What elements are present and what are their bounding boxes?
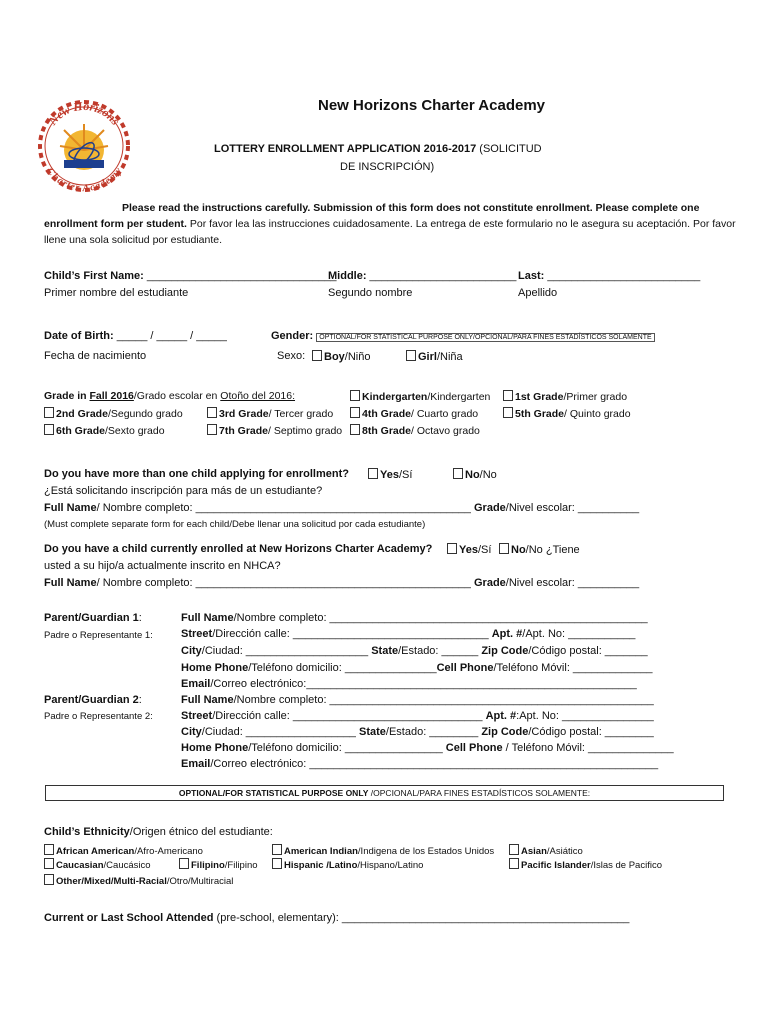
sibling-fullname-field[interactable]: Full Name/ Nombre completo: _____________________________________________ Grade/Nivel escolar: __________ bbox=[44, 502, 640, 514]
american-indian-checkbox[interactable]: American Indian/Indigena de los Estados Unidos bbox=[272, 844, 494, 857]
school-logo bbox=[34, 94, 134, 194]
parent1-phone-field[interactable]: Home Phone/Teléfono domicilio: _______________Cell Phone/Teléfono Móvil: _____________ bbox=[181, 662, 653, 674]
checkbox-icon bbox=[509, 844, 519, 855]
parent2-fullname-field[interactable]: Full Name/Nombre completo: _____________________________________________________ bbox=[181, 694, 654, 706]
last-school-field[interactable]: Current or Last School Attended (pre-school, elementary): _______________________________________________ bbox=[44, 912, 630, 924]
instructions-line-1: Please read the instructions carefully. Submission of this form does not constitute enrollment. Please complete one bbox=[122, 202, 700, 214]
checkbox-icon bbox=[312, 350, 322, 361]
enrolled-no-checkbox[interactable]: No/No ¿Tiene bbox=[499, 543, 580, 556]
african-american-checkbox[interactable]: African American/Afro-Americano bbox=[44, 844, 203, 857]
form-subtitle: LOTTERY ENROLLMENT APPLICATION 2016-2017 (SOLICITUD bbox=[214, 143, 542, 155]
checkbox-icon bbox=[350, 424, 360, 435]
grade-4-checkbox[interactable]: 4th Grade/ Cuarto grado bbox=[350, 407, 478, 420]
checkbox-icon bbox=[447, 543, 457, 554]
last-name-es: Apellido bbox=[518, 287, 558, 299]
girl-checkbox[interactable]: Girl/Niña bbox=[406, 350, 463, 363]
checkbox-icon bbox=[499, 543, 509, 554]
checkbox-icon bbox=[350, 407, 360, 418]
parent2-city-field[interactable]: City/Ciudad: __________________ State/Estado: ________ Zip Code/Código postal: ________ bbox=[181, 726, 654, 738]
grade-6-checkbox[interactable]: 6th Grade/Sexto grado bbox=[44, 424, 165, 437]
grade-5-checkbox[interactable]: 5th Grade/ Quinto grado bbox=[503, 407, 631, 420]
checkbox-icon bbox=[350, 390, 360, 401]
checkbox-icon bbox=[44, 844, 54, 855]
grade-intro: Grade in Fall 2016/Grado escolar en Otoño del 2016: bbox=[44, 390, 296, 402]
checkbox-icon bbox=[207, 424, 217, 435]
siblings-yes-checkbox[interactable]: Yes/Sí bbox=[368, 468, 412, 481]
dob-es: Fecha de nacimiento bbox=[44, 350, 147, 362]
parent1-fullname-field[interactable]: Full Name/Nombre completo: ____________________________________________________ bbox=[181, 612, 648, 624]
first-name-es: Primer nombre del estudiante bbox=[44, 287, 189, 299]
enrolled-question-es: usted a su hijo/a actualmente inscrito en NHCA? bbox=[44, 560, 281, 572]
parent1-label: Parent/Guardian 1: bbox=[44, 612, 142, 624]
checkbox-icon bbox=[368, 468, 378, 479]
checkbox-icon bbox=[406, 350, 416, 361]
enrolled-question: Do you have a child currently enrolled at New Horizons Charter Academy? bbox=[44, 543, 433, 555]
parent2-street-field[interactable]: Street/Dirección calle: _______________________________ Apt. #:Apt. No: _______________ bbox=[181, 710, 654, 722]
instructions-line-3: llene una sola solicitud por estudiante. bbox=[44, 234, 223, 246]
last-name-field[interactable]: Last: _________________________ bbox=[518, 270, 701, 282]
grade-3-checkbox[interactable]: 3rd Grade/ Tercer grado bbox=[207, 407, 333, 420]
gender-optional-note: OPTIONAL/FOR STATISTICAL PURPOSE ONLY/OPCIONAL/PARA FINES ESTADÍSTICOS SOLAMENTE bbox=[316, 333, 654, 342]
parent1-city-field[interactable]: City/Ciudad: ____________________ State/Estado: ______ Zip Code/Código postal: _______ bbox=[181, 645, 648, 657]
filipino-checkbox[interactable]: Filipino/Filipino bbox=[179, 858, 258, 871]
siblings-question: Do you have more than one child applying for enrollment? bbox=[44, 468, 349, 480]
checkbox-icon bbox=[44, 424, 54, 435]
grade-1-checkbox[interactable]: 1st Grade/Primer grado bbox=[503, 390, 627, 403]
gender-label: Gender: OPTIONAL/FOR STATISTICAL PURPOSE ONLY/OPCIONAL/PARA FINES ESTADÍSTICOS SOLAMENTE bbox=[271, 330, 655, 342]
middle-name-es: Segundo nombre bbox=[328, 287, 413, 299]
checkbox-icon bbox=[503, 390, 513, 401]
parent1-label-es: Padre o Representante 1: bbox=[44, 630, 153, 641]
separate-form-note: (Must complete separate form for each child/Debe llenar una solicitud por cada estudiante) bbox=[44, 519, 426, 530]
checkbox-icon bbox=[179, 858, 189, 869]
hispanic-checkbox[interactable]: Hispanic /Latino/Hispano/Latino bbox=[272, 858, 423, 871]
checkbox-icon bbox=[503, 407, 513, 418]
grade-7-checkbox[interactable]: 7th Grade/ Septimo grado bbox=[207, 424, 342, 437]
statistical-banner: OPTIONAL/FOR STATISTICAL PURPOSE ONLY /OPCIONAL/PARA FINES ESTADÍSTICOS SOLAMENTE: bbox=[45, 785, 724, 801]
parent1-street-field[interactable]: Street/Dirección calle: ________________________________ Apt. #/Apt. No: ___________ bbox=[181, 628, 636, 640]
form-subtitle-es: DE INSCRIPCIÓN) bbox=[340, 161, 435, 173]
boy-checkbox[interactable]: Boy/Niño bbox=[312, 350, 370, 363]
checkbox-icon bbox=[44, 858, 54, 869]
dob-field[interactable]: Date of Birth: _____ / _____ / _____ bbox=[44, 330, 227, 342]
pacific-islander-checkbox[interactable]: Pacific Islander/Islas de Pacifico bbox=[509, 858, 662, 871]
siblings-question-es: ¿Está solicitando inscripción para más de un estudiante? bbox=[44, 485, 323, 497]
parent2-label: Parent/Guardian 2: bbox=[44, 694, 142, 706]
parent1-email-field[interactable]: Email/Correo electrónico:______________________________________________________ bbox=[181, 678, 637, 690]
enrolled-fullname-field[interactable]: Full Name/ Nombre completo: _____________________________________________ Grade/Nivel escolar: __________ bbox=[44, 577, 640, 589]
logo-bottom-text: Charter Academy bbox=[43, 165, 125, 194]
enrolled-yes-checkbox[interactable]: Yes/Sí bbox=[447, 543, 491, 556]
kindergarten-checkbox[interactable]: Kindergarten/Kindergarten bbox=[350, 390, 490, 403]
first-name-field[interactable]: Child’s First Name: _______________________________ bbox=[44, 270, 337, 282]
other-checkbox[interactable]: Other/Mixed/Multi-Racial/Otro/Multiracial bbox=[44, 874, 233, 887]
siblings-no-checkbox[interactable]: No/No bbox=[453, 468, 497, 481]
sexo-label: Sexo: bbox=[277, 350, 306, 362]
caucasian-checkbox[interactable]: Caucasian/Caucásico bbox=[44, 858, 151, 871]
checkbox-icon bbox=[509, 858, 519, 869]
checkbox-icon bbox=[453, 468, 463, 479]
checkbox-icon bbox=[272, 844, 282, 855]
parent2-label-es: Padre o Representante 2: bbox=[44, 711, 153, 722]
logo-top-text: New Horizons bbox=[45, 98, 123, 128]
checkbox-icon bbox=[272, 858, 282, 869]
asian-checkbox[interactable]: Asian/Asiático bbox=[509, 844, 583, 857]
checkbox-icon bbox=[44, 407, 54, 418]
page-title: New Horizons Charter Academy bbox=[318, 97, 546, 114]
instructions-line-2: enrollment form per student. Por favor lea las instrucciones cuidadosamente. La entrega de este formulario no le asegura su aceptación. Por favor bbox=[44, 218, 736, 230]
ethnicity-label: Child’s Ethnicity/Origen étnico del estudiante: bbox=[44, 826, 273, 838]
checkbox-icon bbox=[207, 407, 217, 418]
middle-name-field[interactable]: Middle: ________________________ bbox=[328, 270, 517, 282]
parent2-email-field[interactable]: Email/Correo electrónico: _________________________________________________________ bbox=[181, 758, 659, 770]
parent2-phone-field[interactable]: Home Phone/Teléfono domicilio: ________________ Cell Phone / Teléfono Móvil: ______________ bbox=[181, 742, 674, 754]
grade-8-checkbox[interactable]: 8th Grade/ Octavo grado bbox=[350, 424, 480, 437]
checkbox-icon bbox=[44, 874, 54, 885]
grade-2-checkbox[interactable]: 2nd Grade/Segundo grado bbox=[44, 407, 183, 420]
